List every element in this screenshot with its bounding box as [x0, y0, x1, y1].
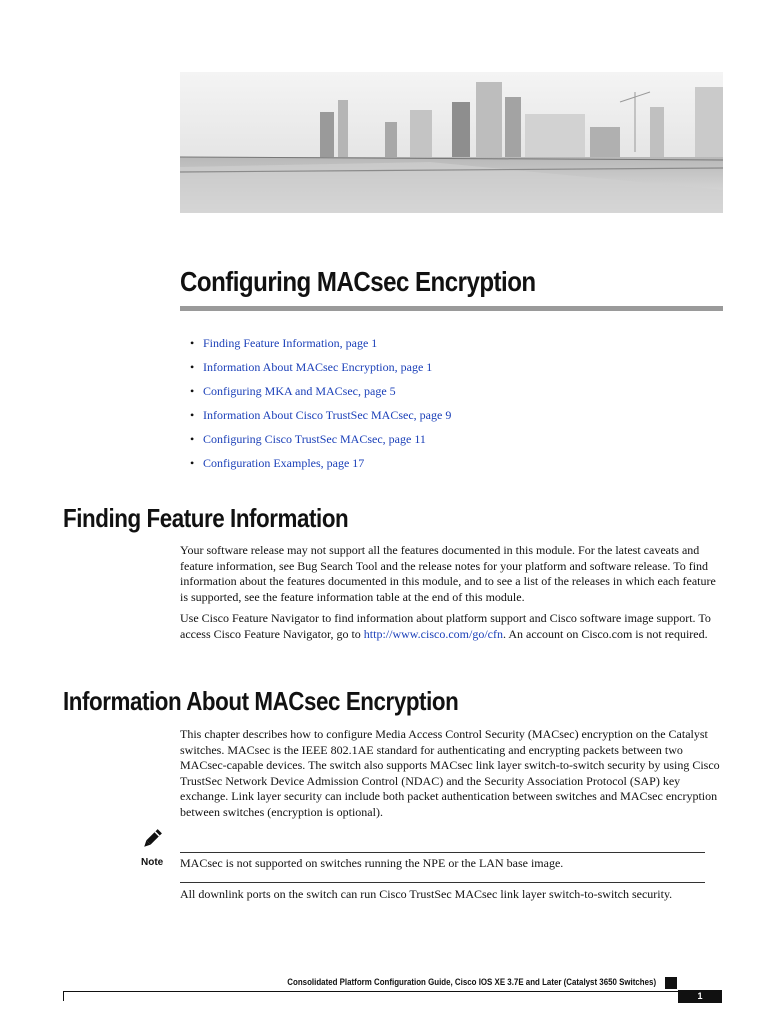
section-heading-finding-feature-information: Finding Feature Information: [63, 503, 349, 533]
bullet-icon: •: [190, 456, 195, 470]
bullet-icon: •: [190, 408, 195, 422]
section-heading-information-about-macsec: Information About MACsec Encryption: [63, 686, 459, 716]
section2-paragraph-1: This chapter describes how to configure Media Access Control Security (MACsec) encryption on the Catalyst switches. MACsec is the IEEE 802.1AE standard for authenticating and encrypting packets between two MACsec-capable devices. The switch also supports MACsec link layer switch-to-switch security by using Cisco TrustSec Network Device Admission Control (NDAC) and the Security Association Protocol (SAP) key exchange. Link layer security can include both packet authentication between switches and MACsec encryption between switches (encryption is optional).: [180, 727, 720, 819]
toc-item: [190, 430, 451, 454]
toc-link[interactable]: Information About Cisco TrustSec MACsec, page 9: [203, 408, 452, 422]
footer-marker-block: [665, 977, 677, 989]
footer-document-title: Consolidated Platform Configuration Guide, Cisco IOS XE 3.7E and Later (Catalyst 3650 Switches): [287, 977, 656, 987]
note-pencil-icon: [140, 827, 164, 851]
section1-p2-text-end: . An account on Cisco.com is not required.: [503, 626, 708, 641]
toc-link[interactable]: Configuration Examples, page 17: [203, 456, 365, 470]
bullet-icon: •: [190, 384, 195, 398]
section1-paragraph-1: Your software release may not support all the features documented in this module. For the latest caveats and feature information, see Bug Search Tool and the release notes for your platform and software release. To find information about the features documented in this module, and to see a list of the releases in which each feature is supported, see the feature information table at the end of this module.: [180, 543, 716, 604]
footer-rule-tick: [63, 991, 64, 1001]
toc-item: [190, 334, 451, 358]
footer-rule: [63, 991, 678, 992]
toc-link[interactable]: Configuring Cisco TrustSec MACsec, page 11: [203, 432, 426, 446]
chapter-title-rule: [180, 306, 723, 311]
toc-item: [190, 406, 451, 430]
toc-item: [190, 454, 451, 478]
section2-paragraph-2: All downlink ports on the switch can run Cisco TrustSec MACsec link layer switch-to-switch security.: [180, 887, 673, 901]
toc-item: [190, 358, 451, 382]
chapter-toc: [190, 334, 451, 478]
section1-paragraph-2: [180, 611, 725, 642]
note-bottom-rule: [180, 882, 705, 883]
page-number: 1: [678, 990, 722, 1003]
note-text: MACsec is not supported on switches running the NPE or the LAN base image.: [180, 856, 564, 870]
toc-link[interactable]: Configuring MKA and MACsec, page 5: [203, 384, 396, 398]
bullet-icon: •: [190, 336, 195, 350]
chapter-banner-image: [180, 72, 723, 213]
note-label: Note: [141, 857, 164, 868]
toc-link[interactable]: Finding Feature Information, page 1: [203, 336, 378, 350]
bullet-icon: •: [190, 432, 195, 446]
bullet-icon: •: [190, 360, 195, 374]
chapter-title: Configuring MACsec Encryption: [180, 266, 536, 297]
section1-p2-text: Use Cisco Feature Navigator to find information about platform support and Cisco software image support. To access Cisco Feature Navigator, go to: [180, 611, 711, 641]
cisco-feature-navigator-link[interactable]: http://www.cisco.com/go/cfn: [363, 626, 503, 641]
toc-item: [190, 382, 451, 406]
toc-link[interactable]: Information About MACsec Encryption, page 1: [203, 360, 433, 374]
note-top-rule: [180, 852, 705, 853]
